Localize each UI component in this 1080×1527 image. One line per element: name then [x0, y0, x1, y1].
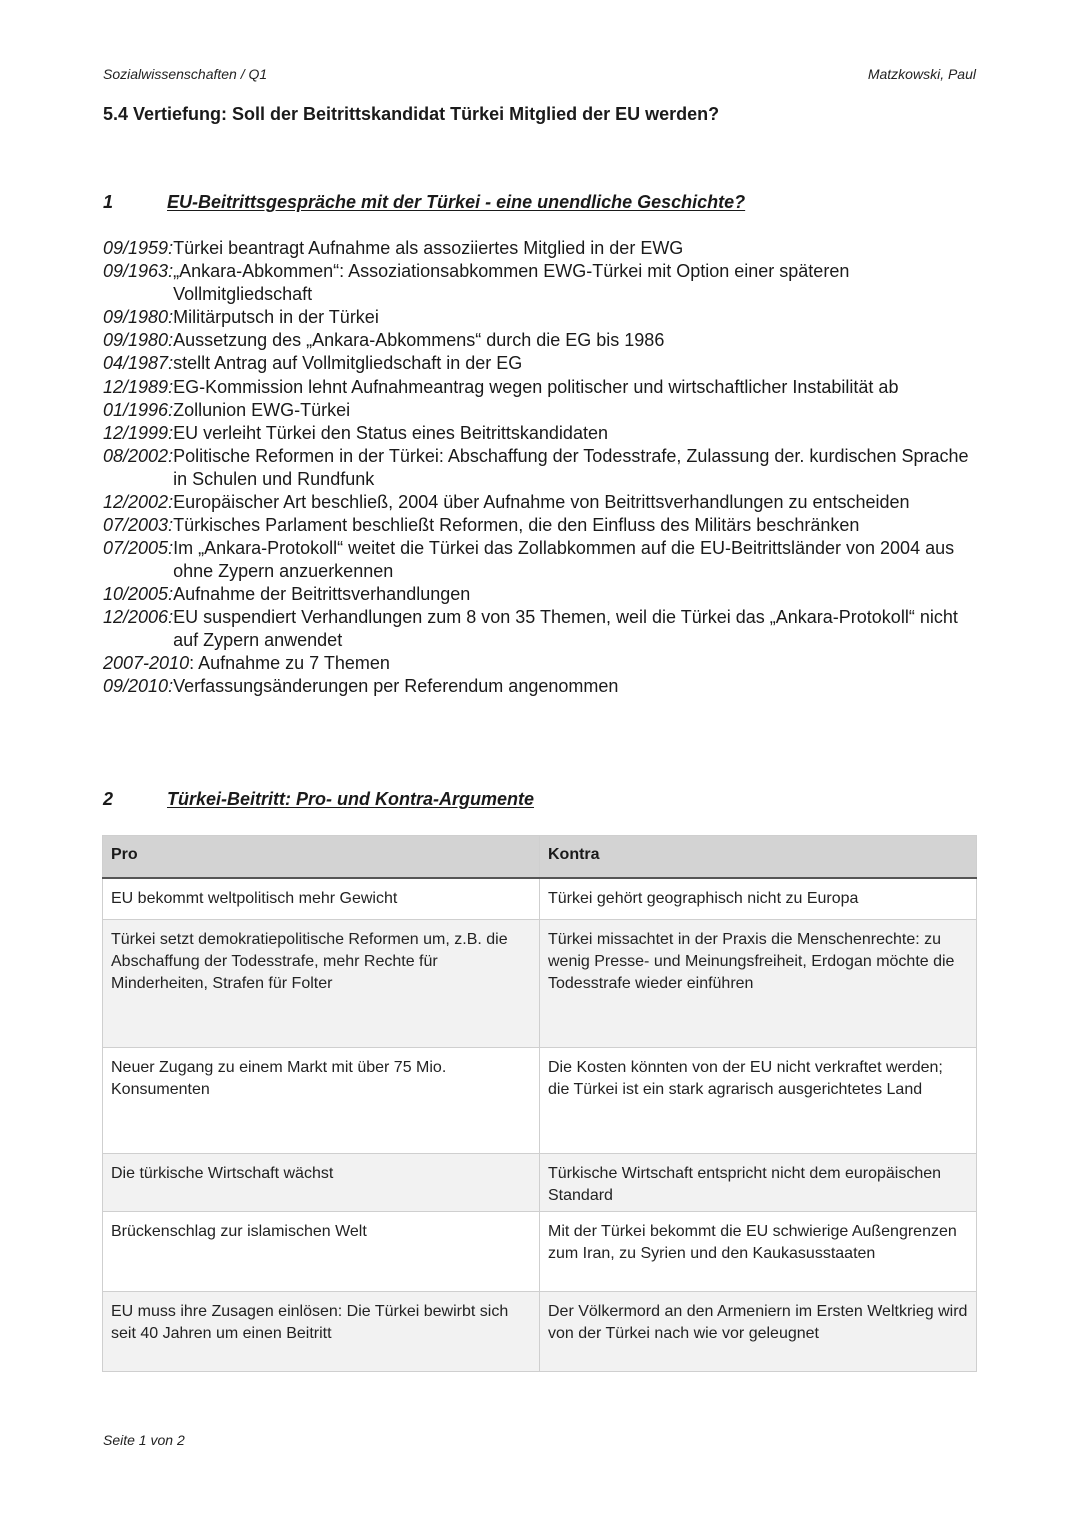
kontra-argument-cell: Türkei missachtet in der Praxis die Menschenrechte: zu wenig Presse- und Meinungsfreiheit, Erdogan möchte die Todesstrafe wieder einführen: [540, 919, 977, 1047]
timeline-text: Türkei beantragt Aufnahme als assoziiertes Mitglied in der EWG: [173, 238, 684, 258]
pro-argument-cell: EU bekommt weltpolitisch mehr Gewicht: [103, 878, 540, 919]
timeline-text: EG-Kommission lehnt Aufnahmeantrag wegen politischer und wirtschaftlicher Instabilität ab: [173, 376, 899, 397]
timeline-date: 04/1987:: [103, 353, 174, 374]
timeline-entry: [103, 606, 983, 651]
timeline-entry: [103, 352, 983, 375]
timeline-entry: [103, 399, 983, 422]
timeline-date: 12/1999:: [103, 422, 174, 443]
timeline-text: EU suspendiert Verhandlungen zum 8 von 35 Themen, weil die Türkei das „Ankara-Protokoll“ nicht auf Zypern anwendet: [173, 607, 958, 650]
section-1-number: 1: [103, 192, 114, 212]
timeline-date: 09/1959:: [103, 238, 174, 258]
section-1-heading: [103, 192, 745, 213]
timeline-text: Militärputsch in der Türkei: [173, 306, 379, 327]
timeline-entry: [103, 514, 983, 537]
pro-argument-cell: EU muss ihre Zusagen einlösen: Die Türkei bewirbt sich seit 40 Jahren um einen Beitritt: [103, 1291, 540, 1371]
timeline-entry: [103, 652, 983, 675]
timeline-date: 12/2006:: [103, 607, 174, 628]
table-row: [103, 878, 977, 919]
timeline-entry: [103, 329, 983, 352]
table-row: [103, 1153, 977, 1211]
timeline-entry: [103, 237, 983, 260]
timeline-entry: [103, 675, 983, 698]
timeline-text: Europäischer Art beschließ, 2004 über Aufnahme von Beitrittsverhandlungen zu entscheiden: [173, 491, 910, 512]
section-2-heading: [103, 789, 534, 810]
table-row: [103, 1291, 977, 1371]
timeline-date: 01/1996:: [103, 399, 174, 420]
table-row: [103, 919, 977, 1047]
timeline-entry: [103, 583, 983, 606]
timeline-list: [103, 237, 983, 698]
timeline-date: 09/1963:: [103, 261, 174, 282]
timeline-date: 09/2010:: [103, 676, 174, 697]
kontra-argument-cell: Türkische Wirtschaft entspricht nicht dem europäischen Standard: [540, 1153, 977, 1211]
section-2-title: Türkei-Beitritt: Pro- und Kontra-Argumente: [167, 789, 534, 809]
pro-argument-cell: Die türkische Wirtschaft wächst: [103, 1153, 540, 1211]
timeline-text: stellt Antrag auf Vollmitgliedschaft in der EG: [173, 353, 523, 374]
timeline-date: 08/2002:: [103, 446, 174, 467]
column-header-kontra: Kontra: [540, 836, 977, 879]
timeline-date: 07/2005:: [103, 538, 174, 559]
page-number: Seite 1 von 2: [103, 1432, 185, 1448]
table-row: [103, 1211, 977, 1291]
kontra-argument-cell: Türkei gehört geographisch nicht zu Europa: [540, 878, 977, 919]
table-header-row: [103, 836, 977, 879]
table-row: [103, 1047, 977, 1153]
header-author: Matzkowski, Paul: [867, 66, 976, 82]
timeline-entry: [103, 537, 983, 582]
timeline-entry: [103, 376, 983, 399]
section-1-title: EU-Beitrittsgespräche mit der Türkei - eine unendliche Geschichte?: [167, 192, 746, 212]
timeline-entry: [103, 445, 983, 490]
pro-argument-cell: Neuer Zugang zu einem Markt mit über 75 Mio. Konsumenten: [103, 1047, 540, 1153]
timeline-text: : Aufnahme zu 7 Themen: [189, 653, 390, 673]
timeline-entry: [103, 306, 983, 329]
column-header-pro: Pro: [103, 836, 540, 879]
timeline-text: „Ankara-Abkommen“: Assoziationsabkommen EWG-Türkei mit Option einer späteren Vollmitgliedschaft: [173, 261, 850, 304]
timeline-date: 12/2002:: [103, 491, 174, 512]
section-2-number: 2: [103, 789, 114, 809]
pro-argument-cell: Türkei setzt demokratiepolitische Reformen um, z.B. die Abschaffung der Todesstrafe, mehr Rechte für Minderheiten, Strafen für Folter: [103, 919, 540, 1047]
timeline-text: Zollunion EWG-Türkei: [173, 399, 351, 420]
timeline-date: 2007-2010: [103, 653, 190, 673]
timeline-text: Politische Reformen in der Türkei: Abschaffung der Todesstrafe, Zulassung der. kurdischen Sprache in Schulen und Rundfunk: [173, 446, 969, 489]
kontra-argument-cell: Der Völkermord an den Armeniern im Ersten Weltkrieg wird von der Türkei nach wie vor geleugnet: [540, 1291, 977, 1371]
timeline-entry: [103, 491, 983, 514]
timeline-entry: [103, 422, 983, 445]
timeline-text: Aufnahme der Beitrittsverhandlungen: [173, 584, 471, 605]
timeline-date: 12/1989:: [103, 376, 174, 397]
timeline-text: Aussetzung des „Ankara-Abkommens“ durch die EG bis 1986: [173, 330, 665, 351]
timeline-date: 09/1980:: [103, 306, 174, 327]
timeline-text: EU verleiht Türkei den Status eines Beitrittskandidaten: [173, 422, 608, 443]
timeline-text: Im „Ankara-Protokoll“ weitet die Türkei das Zollabkommen auf die EU-Beitrittsländer von 2004 aus ohne Zypern anzuerkennen: [173, 538, 955, 581]
timeline-date: 07/2003:: [103, 515, 174, 536]
timeline-text: Verfassungsänderungen per Referendum angenommen: [173, 676, 619, 697]
kontra-argument-cell: Mit der Türkei bekommt die EU schwierige Außengrenzen zum Iran, zu Syrien und den Kaukasusstaaten: [540, 1211, 977, 1291]
timeline-date: 10/2005:: [103, 584, 174, 605]
timeline-entry: [103, 260, 983, 305]
timeline-text: Türkisches Parlament beschließt Reformen, die den Einfluss des Militärs beschränken: [173, 515, 860, 536]
header-subject: Sozialwissenschaften / Q1: [103, 66, 268, 82]
kontra-argument-cell: Die Kosten könnten von der EU nicht verkraftet werden; die Türkei ist ein stark agrarisch ausgerichtetes Land: [540, 1047, 977, 1153]
pro-argument-cell: Brückenschlag zur islamischen Welt: [103, 1211, 540, 1291]
timeline-date: 09/1980:: [103, 330, 174, 351]
pro-contra-table: [102, 835, 977, 1372]
document-title: 5.4 Vertiefung: Soll der Beitrittskandidat Türkei Mitglied der EU werden?: [103, 104, 720, 124]
